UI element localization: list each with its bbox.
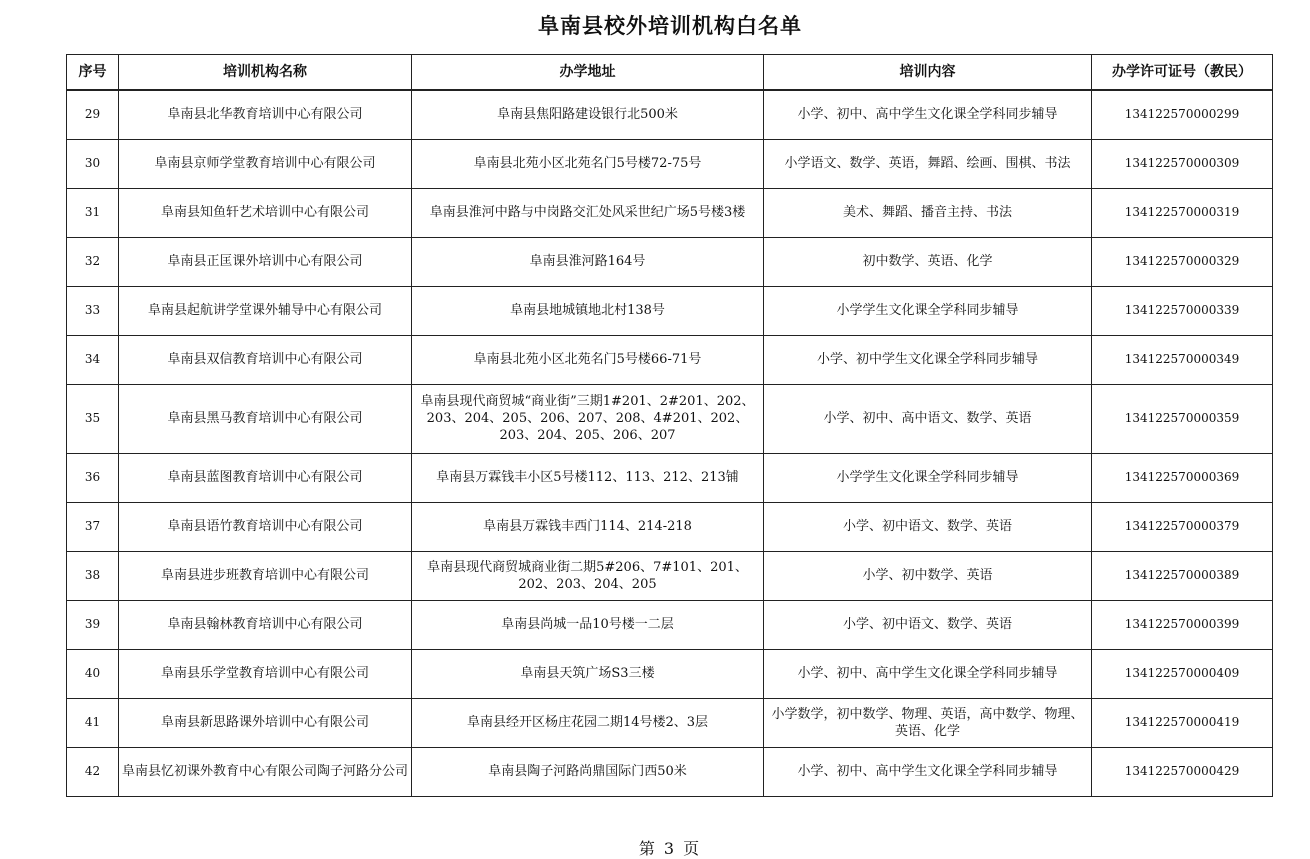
cell-address: 阜南县万霖钱丰小区5号楼112、113、212、213铺 xyxy=(412,453,764,502)
cell-seq: 29 xyxy=(67,90,119,139)
cell-license-number: 134122570000309 xyxy=(1092,139,1273,188)
cell-seq: 32 xyxy=(67,237,119,286)
header-training-content: 培训内容 xyxy=(764,55,1092,91)
cell-license-number: 134122570000349 xyxy=(1092,335,1273,384)
cell-license-number: 134122570000409 xyxy=(1092,649,1273,698)
cell-license-number: 134122570000319 xyxy=(1092,188,1273,237)
cell-institution-name: 阜南县进步班教育培训中心有限公司 xyxy=(119,551,412,600)
table-header xyxy=(67,55,1273,91)
table-row xyxy=(67,384,1273,453)
cell-seq: 30 xyxy=(67,139,119,188)
cell-address: 阜南县北苑小区北苑名门5号楼66-71号 xyxy=(412,335,764,384)
cell-address: 阜南县天筑广场S3三楼 xyxy=(412,649,764,698)
cell-seq: 34 xyxy=(67,335,119,384)
cell-license-number: 134122570000419 xyxy=(1092,698,1273,747)
cell-institution-name: 阜南县黑马教育培训中心有限公司 xyxy=(119,384,412,453)
cell-institution-name: 阜南县京师学堂教育培训中心有限公司 xyxy=(119,139,412,188)
cell-license-number: 134122570000329 xyxy=(1092,237,1273,286)
cell-seq: 37 xyxy=(67,502,119,551)
cell-address: 阜南县尚城一品10号楼一二层 xyxy=(412,600,764,649)
table-row xyxy=(67,551,1273,600)
cell-address: 阜南县地城镇地北村138号 xyxy=(412,286,764,335)
cell-license-number: 134122570000429 xyxy=(1092,747,1273,796)
table-row xyxy=(67,600,1273,649)
table-row xyxy=(67,237,1273,286)
cell-training-content: 小学、初中数学、英语 xyxy=(764,551,1092,600)
cell-training-content: 小学语文、数学、英语，舞蹈、绘画、围棋、书法 xyxy=(764,139,1092,188)
table-row xyxy=(67,453,1273,502)
cell-seq: 35 xyxy=(67,384,119,453)
cell-seq: 40 xyxy=(67,649,119,698)
cell-training-content: 小学、初中、高中学生文化课全学科同步辅导 xyxy=(764,649,1092,698)
cell-institution-name: 阜南县蓝图教育培训中心有限公司 xyxy=(119,453,412,502)
header-license-number: 办学许可证号（教民） xyxy=(1092,55,1273,91)
cell-seq: 38 xyxy=(67,551,119,600)
table-body xyxy=(67,90,1273,796)
cell-address: 阜南县淮河路164号 xyxy=(412,237,764,286)
whitelist-table xyxy=(66,54,1273,797)
cell-training-content: 小学、初中语文、数学、英语 xyxy=(764,502,1092,551)
cell-training-content: 小学、初中语文、数学、英语 xyxy=(764,600,1092,649)
cell-license-number: 134122570000379 xyxy=(1092,502,1273,551)
cell-training-content: 初中数学、英语、化学 xyxy=(764,237,1092,286)
cell-seq: 31 xyxy=(67,188,119,237)
table-row xyxy=(67,335,1273,384)
cell-institution-name: 阜南县语竹教育培训中心有限公司 xyxy=(119,502,412,551)
cell-address: 阜南县淮河中路与中岗路交汇处风采世纪广场5号楼3楼 xyxy=(412,188,764,237)
cell-institution-name: 阜南县起航讲学堂课外辅导中心有限公司 xyxy=(119,286,412,335)
cell-license-number: 134122570000389 xyxy=(1092,551,1273,600)
cell-address: 阜南县经开区杨庄花园二期14号楼2、3层 xyxy=(412,698,764,747)
cell-license-number: 134122570000299 xyxy=(1092,90,1273,139)
table-row xyxy=(67,188,1273,237)
cell-training-content: 小学、初中学生文化课全学科同步辅导 xyxy=(764,335,1092,384)
table-row xyxy=(67,747,1273,796)
cell-license-number: 134122570000399 xyxy=(1092,600,1273,649)
cell-seq: 42 xyxy=(67,747,119,796)
cell-seq: 33 xyxy=(67,286,119,335)
cell-training-content: 小学学生文化课全学科同步辅导 xyxy=(764,286,1092,335)
cell-address: 阜南县陶子河路尚鼎国际门西50米 xyxy=(412,747,764,796)
cell-institution-name: 阜南县正匡课外培训中心有限公司 xyxy=(119,237,412,286)
cell-training-content: 小学、初中、高中学生文化课全学科同步辅导 xyxy=(764,747,1092,796)
cell-address: 阜南县万霖钱丰西门114、214-218 xyxy=(412,502,764,551)
cell-license-number: 134122570000339 xyxy=(1092,286,1273,335)
cell-institution-name: 阜南县知鱼轩艺术培训中心有限公司 xyxy=(119,188,412,237)
table-row xyxy=(67,649,1273,698)
cell-seq: 39 xyxy=(67,600,119,649)
cell-institution-name: 阜南县新思路课外培训中心有限公司 xyxy=(119,698,412,747)
cell-institution-name: 阜南县翰林教育培训中心有限公司 xyxy=(119,600,412,649)
table-row xyxy=(67,502,1273,551)
cell-license-number: 134122570000369 xyxy=(1092,453,1273,502)
table-row xyxy=(67,139,1273,188)
cell-institution-name: 阜南县乐学堂教育培训中心有限公司 xyxy=(119,649,412,698)
header-institution-name: 培训机构名称 xyxy=(119,55,412,91)
page-number: 第 3 页 xyxy=(638,839,702,858)
cell-institution-name: 阜南县忆初课外教育中心有限公司陶子河路分公司 xyxy=(119,747,412,796)
header-seq: 序号 xyxy=(67,55,119,91)
table-row xyxy=(67,90,1273,139)
cell-training-content: 小学学生文化课全学科同步辅导 xyxy=(764,453,1092,502)
cell-training-content: 美术、舞蹈、播音主持、书法 xyxy=(764,188,1092,237)
cell-training-content: 小学数学，初中数学、物理、英语，高中数学、物理、英语、化学 xyxy=(764,698,1092,747)
cell-training-content: 小学、初中、高中学生文化课全学科同步辅导 xyxy=(764,90,1092,139)
cell-institution-name: 阜南县双信教育培训中心有限公司 xyxy=(119,335,412,384)
cell-address: 阜南县现代商贸城“商业街”三期1#201、2#201、202、203、204、205、206、207、208、4#201、202、203、204、205、206、207 xyxy=(412,384,764,453)
cell-address: 阜南县现代商贸城商业街二期5#206、7#101、201、202、203、204、205 xyxy=(412,551,764,600)
cell-license-number: 134122570000359 xyxy=(1092,384,1273,453)
cell-address: 阜南县焦阳路建设银行北500米 xyxy=(412,90,764,139)
cell-seq: 36 xyxy=(67,453,119,502)
cell-address: 阜南县北苑小区北苑名门5号楼72-75号 xyxy=(412,139,764,188)
document-title: 阜南县校外培训机构白名单 xyxy=(538,14,802,38)
header-address: 办学地址 xyxy=(412,55,764,91)
cell-institution-name: 阜南县北华教育培训中心有限公司 xyxy=(119,90,412,139)
table-row xyxy=(67,698,1273,747)
table-row xyxy=(67,286,1273,335)
cell-training-content: 小学、初中、高中语文、数学、英语 xyxy=(764,384,1092,453)
header-row xyxy=(67,55,1273,91)
cell-seq: 41 xyxy=(67,698,119,747)
